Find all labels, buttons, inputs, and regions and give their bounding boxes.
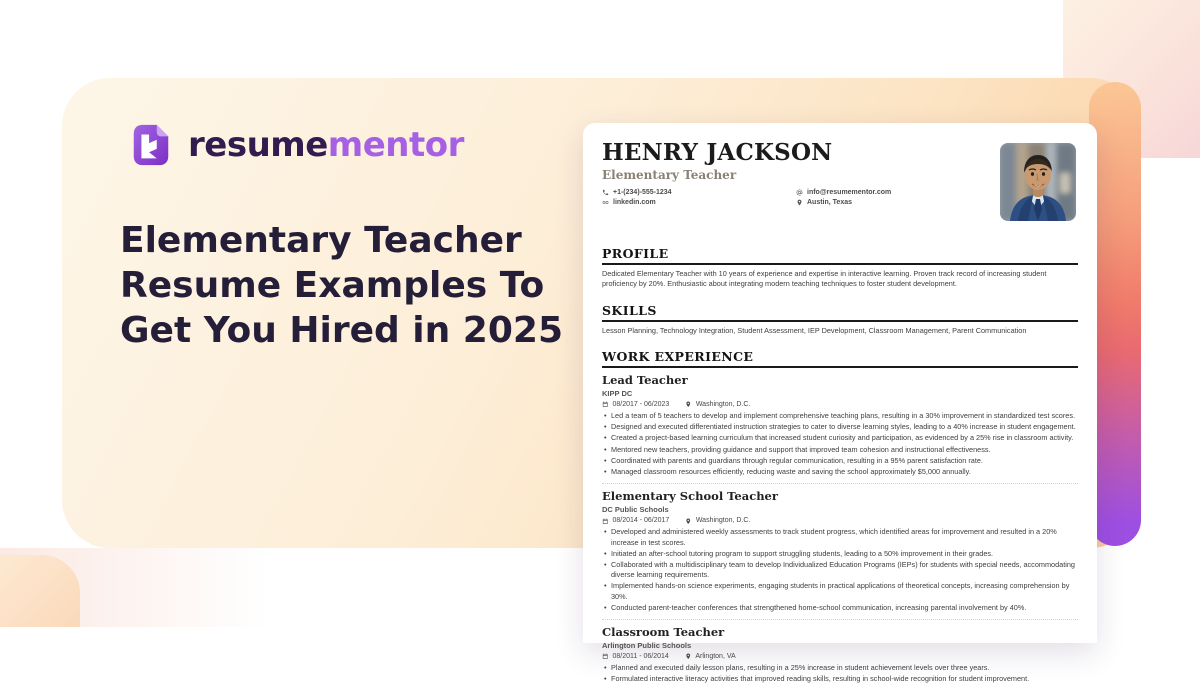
resume-job-title: Elementary Teacher [602, 168, 737, 183]
job-dates: 08/2014 - 06/2017 [612, 517, 670, 525]
brand-word-resume: resume [188, 125, 328, 165]
job-entry [602, 373, 1078, 477]
job-company: Arlington Public Schools [602, 640, 692, 650]
job-bullets [602, 527, 1078, 613]
profile-text: Dedicated Elementary Teacher with 10 years of experience and expertise in interactive learning. Proven track record of increasing student proficiency by 20%. Enthusiastic about integrating modern teaching techniques to foster student development. [602, 269, 1047, 289]
contact-location [796, 199, 891, 206]
job-entry [602, 625, 1078, 684]
profile-photo-image [1000, 143, 1076, 221]
bullet-item: • Managed classroom resources efficiently, reducing waste and saving the school approximately $5,000 annually. [602, 467, 1078, 477]
job-title: Lead Teacher [602, 373, 688, 388]
contact-email [796, 189, 891, 196]
contact-phone [602, 189, 796, 196]
job-entry [602, 489, 1078, 613]
resumementor-logo-icon [128, 122, 174, 168]
brand-word-mentor: mentor [327, 125, 464, 165]
job-location: Arlington, VA [695, 652, 736, 660]
job-divider [602, 619, 1078, 620]
bullet-item: • Implemented hands-on science experiments, engaging students in practical applications of theoretical concepts, increasing comprehension by 30%. [602, 581, 1078, 601]
contact-location-text: Austin, Texas [807, 199, 852, 207]
bullet-item: • Planned and executed daily lesson plans, resulting in a 25% increase in student achievement levels over three years. [602, 663, 1078, 673]
job-dates: 08/2017 - 06/2023 [612, 401, 670, 409]
job-title: Classroom Teacher [602, 624, 725, 639]
contact-linkedin-text: linkedin.com [613, 199, 656, 207]
contact-phone-text: +1-(234)-555-1234 [613, 189, 672, 197]
calendar-icon [602, 653, 609, 660]
link-icon [602, 199, 609, 206]
resume-name: HENRY JACKSON [602, 139, 833, 166]
job-bullets [602, 663, 1078, 684]
location-pin-icon [685, 518, 692, 525]
bullet-item: • Coordinated with parents and guardians through regular communication, resulting in a 95% parent satisfaction rate. [602, 456, 1078, 466]
bullet-item: • Initiated an after-school tutoring program to support struggling students, leading to a 50% improvement in their grades. [602, 549, 1078, 559]
job-meta [602, 653, 1078, 660]
profile-photo [1000, 143, 1076, 221]
calendar-icon [602, 401, 609, 408]
brand-wordmark [188, 125, 464, 165]
job-bullets [602, 411, 1078, 477]
page-title: Elementary Teacher Resume Examples To Get You Hired in 2025 [120, 220, 564, 351]
work-heading: WORK EXPERIENCE [602, 349, 1078, 368]
section-skills [602, 303, 1078, 336]
bullet-item: • Collaborated with a multidisciplinary team to develop Individualized Education Programs (IEPs) for students with special needs, accommodating diverse learning requirements. [602, 560, 1078, 580]
bullet-item: • Mentored new teachers, providing guidance and support that improved team cohesion and instructional effectiveness. [602, 445, 1078, 455]
job-location: Washington, D.C. [695, 517, 751, 525]
at-sign-icon [796, 189, 803, 196]
calendar-icon [602, 518, 609, 525]
job-divider [602, 483, 1078, 484]
decor-block-bottomleft [0, 555, 80, 627]
skills-text: Lesson Planning, Technology Integration, Student Assessment, IEP Development, Classroom Management, Parent Communication [602, 325, 1027, 335]
phone-icon [602, 189, 609, 196]
contact-linkedin [602, 199, 796, 206]
location-pin-icon [796, 199, 803, 206]
bullet-item: • Created a project-based learning curriculum that increased student curiosity and participation, as evidenced by a 25% rise in classroom activity. [602, 433, 1078, 443]
bullet-item: • Conducted parent-teacher conferences that strengthened home-school communication, increasing parental involvement by 40%. [602, 603, 1078, 613]
brand-logo[interactable] [128, 122, 464, 168]
bullet-item: • Formulated interactive literacy activities that improved reading skills, resulting in school-wide recognition for student improvement. [602, 674, 1078, 684]
bullet-item: • Developed and administered weekly assessments to track student progress, which identified areas for improvement and resulted in a 20% increase in test scores. [602, 527, 1078, 547]
job-company: DC Public Schools [602, 505, 669, 515]
job-meta [602, 401, 1078, 408]
job-dates: 08/2011 - 06/2014 [612, 652, 669, 660]
skills-heading: SKILLS [602, 303, 1078, 322]
section-profile [602, 246, 1078, 290]
bullet-item: • Led a team of 5 teachers to develop and implement comprehensive teaching plans, resulting in a 30% improvement in standardized test scores. [602, 411, 1078, 421]
resume-preview-card[interactable] [583, 123, 1097, 684]
job-company: KIPP DC [602, 389, 633, 399]
profile-heading: PROFILE [602, 246, 1078, 265]
location-pin-icon [685, 401, 692, 408]
location-pin-icon [685, 653, 692, 660]
bullet-item: • Designed and executed differentiated instruction strategies to cater to diverse learning styles, leading to a 40% increase in student engagement. [602, 422, 1078, 432]
resume-header [602, 141, 1078, 233]
job-meta [602, 517, 1078, 524]
contact-email-text: info@resumementor.com [807, 189, 892, 197]
job-location: Washington, D.C. [695, 401, 751, 409]
job-title: Elementary School Teacher [602, 489, 778, 504]
section-work-experience [602, 349, 1078, 684]
